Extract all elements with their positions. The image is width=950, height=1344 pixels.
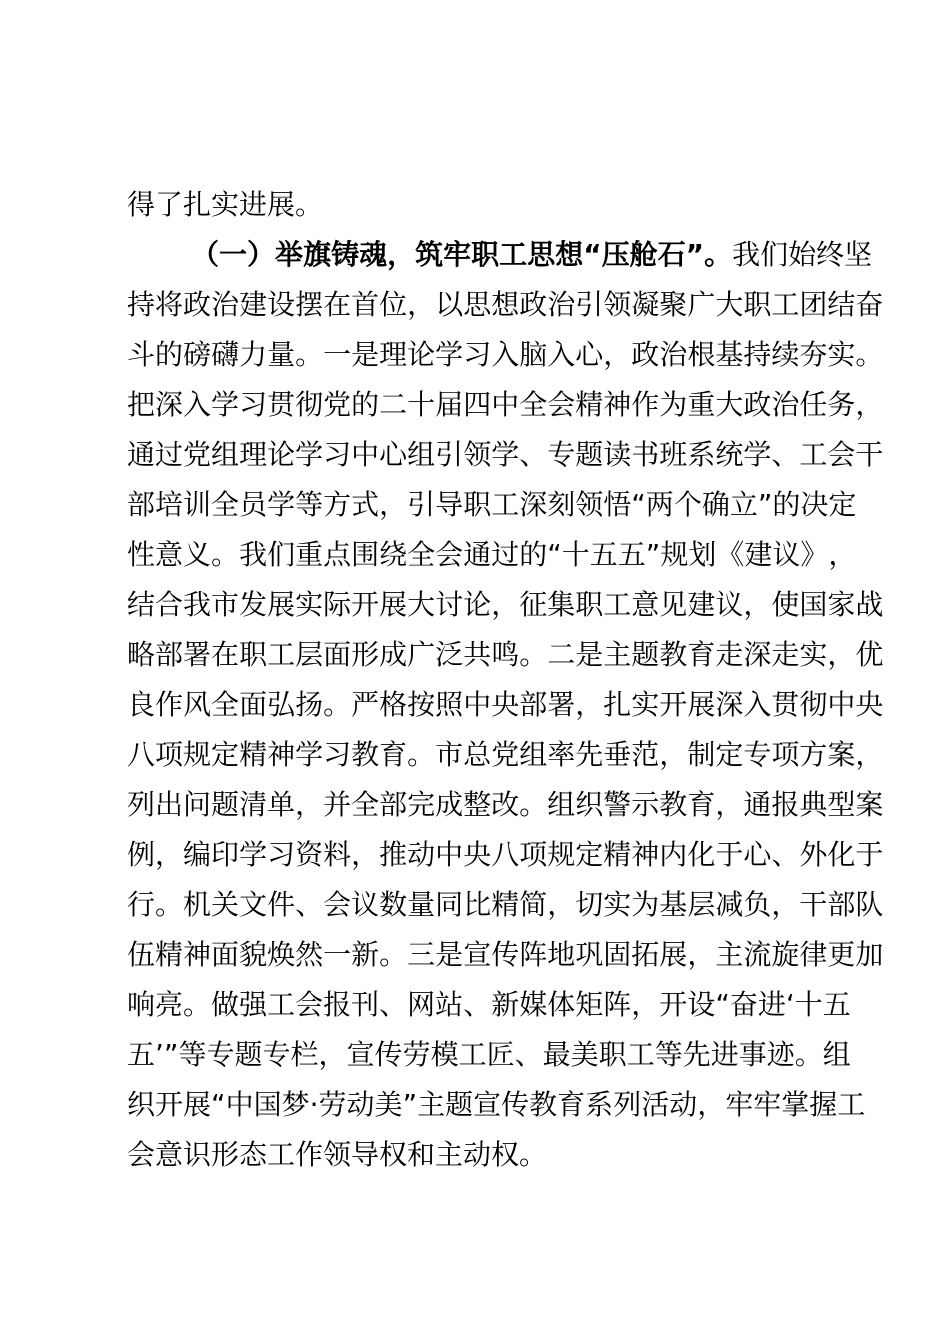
body-line: 通 过 党 组 理 论 学 习 中 心 组 引 领 学 、 专 题 读 书 班 系 统 学 、 工 会 干 [127, 438, 884, 471]
body-text: 得了扎实进展。 [127, 188, 324, 221]
body-line [127, 1133, 831, 1183]
body-line: 结 合 我 市 发 展 实 际 开 展 大 讨 论 ， 征 集 职 工 意 见 建 议 ， 使 国 家 战 [127, 588, 884, 621]
body-line: 持 将 政 治 建 设 摆 在 首 位 ， 以 思 想 政 治 引 领 凝 聚 广 大 职 工 团 结 奋 [127, 288, 884, 321]
body-line: 性 意 义 。 我 们 重 点 围 绕 全 会 通 过 的 “ 十 五 五 ” 规 划 《 建 议 》 ， [127, 538, 857, 571]
document-page [127, 183, 884, 1183]
body-text: 会意识形态工作领导权和主动权。 [127, 1138, 548, 1171]
body-line: 八 项 规 定 精 神 学 习 教 育 。 市 总 党 组 率 先 垂 范 ， 制 定 专 项 方 案 ， [127, 738, 884, 771]
paragraph-continuation-line [127, 183, 831, 233]
body-line: 织 开 展 “ 中 国 梦 · 劳 动 美 ” 主 题 宣 传 教 育 系 列 活 动 ， 牢 牢 掌 握 工 [127, 1088, 866, 1121]
body-line: 例 ， 编 印 学 习 资 料 ， 推 动 中 央 八 项 规 定 精 神 内 化 于 心 、 外 化 于 [127, 838, 884, 871]
body-line: 把 深 入 学 习 贯 彻 党 的 二 十 届 四 中 全 会 精 神 作 为 重 大 政 治 任 务 ， [127, 388, 884, 421]
body-line: 响 亮 。 做 强 工 会 报 刊 、 网 站 、 新 媒 体 矩 阵 ， 开 设 “ 奋 进 ‘ 十 五 [127, 988, 851, 1021]
body-line: 列 出 问 题 清 单 ， 并 全 部 完 成 整 改 。 组 织 警 示 教 育 ， 通 报 典 型 案 [127, 788, 884, 821]
body-line: 五 ’ ” 等 专 题 专 栏 ， 宣 传 劳 模 工 匠 、 最 美 职 工 等 先 进 事 迹 。 组 [127, 1038, 851, 1071]
body-line: 斗 的 磅 礴 力 量 。 一 是 理 论 学 习 入 脑 入 心 ， 政 治 根 基 持 续 夯 实 。 [127, 338, 884, 371]
body-line: 部 培 训 全 员 学 等 方 式 ， 引 导 职 工 深 刻 领 悟 “ 两 个 确 立 ” 的 决 定 [127, 488, 857, 521]
body-line: 伍 精 神 面 貌 焕 然 一 新 。 三 是 宣 传 阵 地 巩 固 拓 展 ， 主 流 旋 律 更 加 [127, 938, 884, 971]
body-line: 良 作 风 全 面 弘 扬 。 严 格 按 照 中 央 部 署 ， 扎 实 开 展 深 入 贯 彻 中 央 [127, 688, 884, 721]
body-line: 略 部 署 在 职 工 层 面 形 成 广 泛 共 鸣 。 二 是 主 题 教 育 走 深 走 实 ， 优 [127, 638, 884, 671]
section-heading-line: （ 一 ） 举 旗 铸 魂 ， 筑 牢 职 工 思 想 “ 压 舱 石 ” 。 我 们 始 终 坚 [191, 238, 873, 271]
body-line: 行 。 机 关 文 件 、 会 议 数 量 同 比 精 简 ， 切 实 为 基 层 减 负 ， 干 部 队 [127, 888, 884, 921]
